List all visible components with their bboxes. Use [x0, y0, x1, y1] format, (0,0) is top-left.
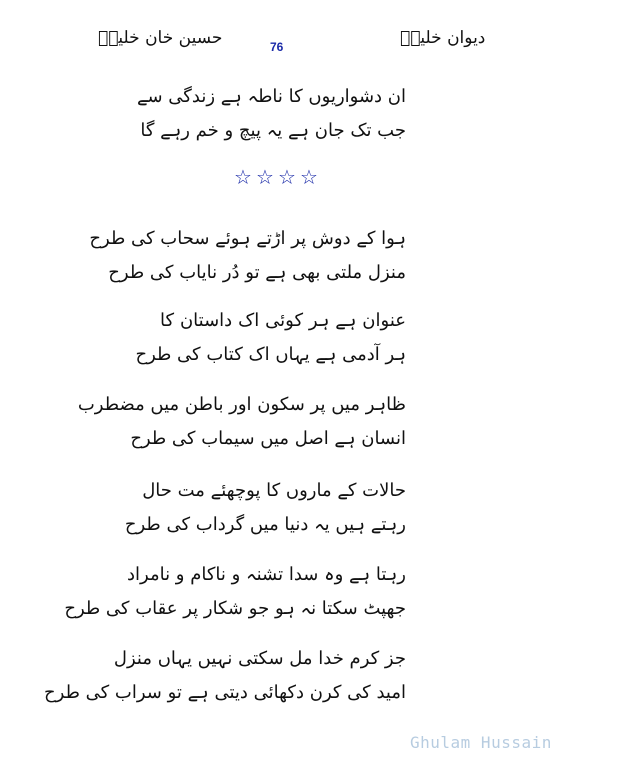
couplet-line: جز کرم خدا مل سکتی نہیں یہاں منزل: [113, 648, 406, 669]
couplet-line: ظاہر میں پر سکون اور باطن میں مضطرب: [77, 394, 406, 415]
couplet-line: جھپٹ سکتا نہ ہو جو شکار پر عقاب کی طرح: [64, 598, 406, 619]
couplet: [89, 222, 406, 290]
star-icon: ☆: [256, 165, 274, 189]
opening-line: جب تک جان ہے یہ پیچ و خم رہے گا: [140, 120, 406, 141]
author-name: حسین خان خلیلؔ: [98, 28, 223, 48]
star-separator: [234, 166, 318, 188]
couplet-line: امید کی کرن دکھائی دیتی ہے تو سراب کی طرح: [44, 682, 406, 703]
couplet: [77, 388, 406, 456]
couplet-line: رہتا ہے وہ سدا تشنہ و ناکام و نامراد: [127, 564, 406, 585]
star-icon: ☆: [278, 165, 296, 189]
couplet-line: حالات کے ماروں کا پوچھئے مت حال: [142, 480, 406, 501]
watermark: Ghulam Hussain: [410, 733, 552, 752]
couplet: [44, 642, 406, 710]
opening-line: ان دشواریوں کا ناطہ ہے زندگی سے: [136, 86, 406, 107]
couplet-line: ہوا کے دوش پر اڑتے ہوئے سحاب کی طرح: [89, 228, 406, 249]
couplet-line: انسان ہے اصل میں سیماب کی طرح: [130, 428, 406, 449]
couplet: [124, 474, 406, 542]
book-title: دیوان خلیلؔ: [400, 28, 486, 48]
couplet-line: ہر آدمی ہے یہاں اک کتاب کی طرح: [135, 344, 406, 365]
couplet: [135, 304, 406, 372]
star-icon: ☆: [300, 165, 318, 189]
opening-stanza: [136, 80, 406, 148]
couplet-line: عنوان ہے ہر کوئی اک داستان کا: [160, 310, 406, 331]
couplet-line: منزل ملتی بھی ہے تو دُر نایاب کی طرح: [108, 262, 406, 283]
star-icon: ☆: [234, 165, 252, 189]
couplet-line: رہتے ہیں یہ دنیا میں گرداب کی طرح: [124, 514, 406, 535]
page-number: 76: [270, 40, 284, 54]
couplet: [64, 558, 406, 626]
